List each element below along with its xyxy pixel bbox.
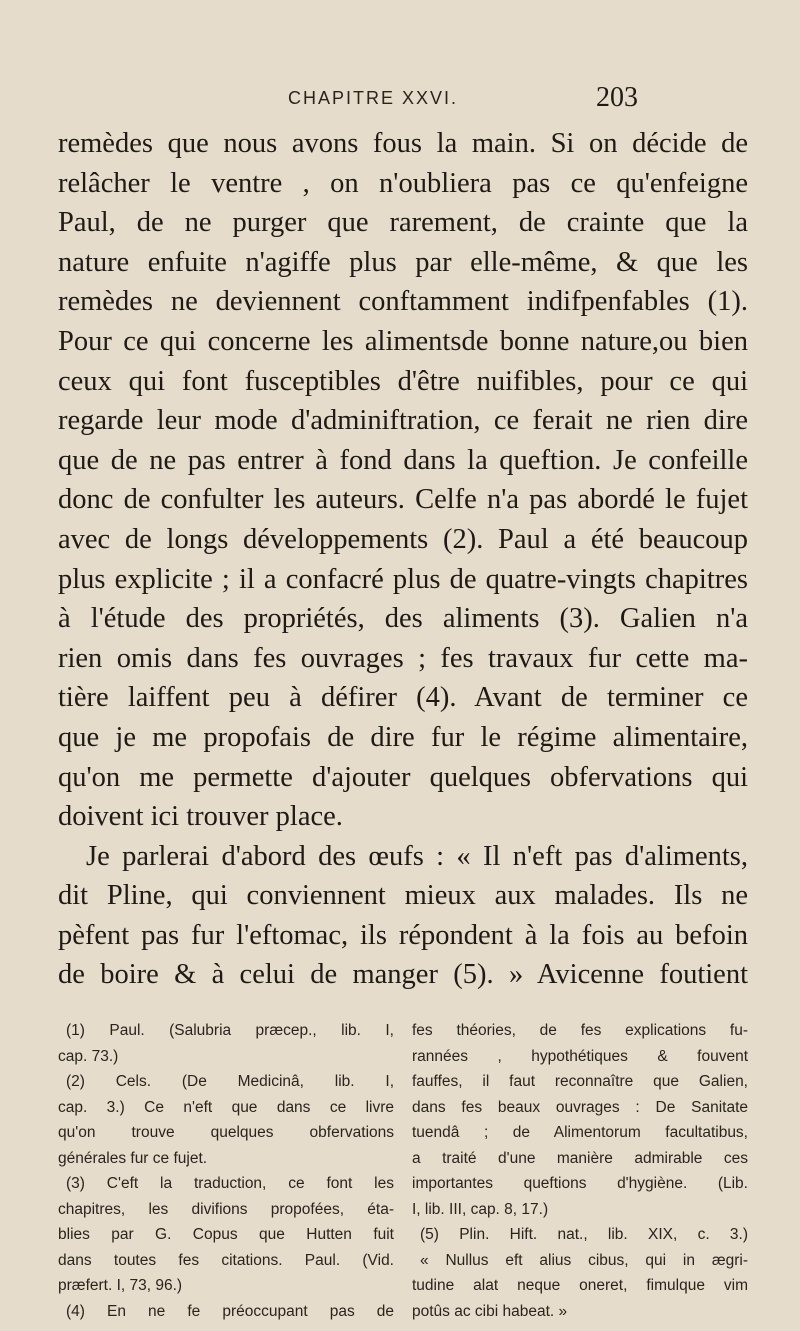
text-line: doivent ici trouver place. (58, 801, 343, 833)
footnote-line: (2) Cels. (De Medicinâ, lib. I, (66, 1073, 394, 1090)
footnote-line: (4) En ne fe préoccupant pas de (66, 1302, 394, 1320)
footnote-line: præfert. I, 73, 96.) (58, 1277, 183, 1294)
text-line: qu'on me permette d'ajouter quelques obfervations qui (58, 761, 748, 793)
footnote-line: blies par G. Copus que Hutten fuit (58, 1226, 394, 1243)
footnotes-right-column (412, 1018, 748, 1324)
text-line: remèdes ne deviennent conftamment indifpenfables (1). (58, 286, 748, 318)
running-header (0, 82, 800, 118)
text-line: de boire & à celui de manger (5). » Avicenne foutient (58, 959, 748, 991)
footnote-line: tuendâ ; de Alimentorum facultatibus, (412, 1124, 748, 1141)
text-line: Paul, de ne purger que rarement, de crainte que la (58, 207, 748, 239)
footnote-line: dans fes beaux ouvrages : De Sanitate (412, 1098, 748, 1116)
footnote-line: rannées , hypothétiques & fouvent (412, 1047, 748, 1065)
text-line: à l'étude des propriétés, des aliments (3). Galien n'a (58, 603, 748, 635)
footnote-line: fes théories, de fes explications fu- (412, 1022, 748, 1039)
text-line: regarde leur mode d'adminiftration, ce ferait ne rien dire (58, 405, 748, 437)
footnote-line: qu'on trouve quelques obfervations (58, 1124, 394, 1141)
text-line: remèdes que nous avons fous la main. Si on décide de (58, 128, 748, 159)
footnote-line: chapitres, les divifions propofées, éta- (58, 1200, 394, 1218)
text-line: pèfent pas fur l'eftomac, ils répondent à la fois au befoin (58, 919, 748, 951)
text-line: que je me propofais de dire fur le régime alimentaire, (58, 721, 748, 753)
footnote-line: générales fur ce fujet. (58, 1149, 208, 1167)
text-line: dit Pline, qui conviennent mieux aux malades. Ils ne (58, 880, 748, 912)
footnote-line: dans toutes fes citations. Paul. (Vid. (58, 1251, 394, 1269)
footnote-line: importantes queftions d'hygiène. (Lib. (412, 1175, 748, 1192)
text-line: que de ne pas entrer à fond dans la queftion. Je confeille (58, 444, 748, 476)
footnote-line: (1) Paul. (Salubria præcep., lib. I, (66, 1022, 394, 1039)
footnote-line: cap. 3.) Ce n'eft que dans ce livre (58, 1098, 394, 1116)
main-text (58, 124, 748, 995)
footnote-line: potûs ac cibi habeat. » (412, 1302, 568, 1320)
text-line: ceux qui font fusceptibles d'être nuifibles, pour ce qui (58, 365, 748, 397)
footnote-line: a traité d'une manière admirable ces (412, 1149, 748, 1167)
text-line: Pour ce qui concerne les alimentsde bonne nature,ou bien (58, 325, 748, 357)
text-line: avec de longs développements (2). Paul a été beaucoup (58, 523, 748, 555)
footnote-line: (3) C'eft la traduction, ce font les (66, 1175, 394, 1192)
text-line: plus explicite ; il a confacré plus de quatre-vingts chapitres (58, 563, 748, 595)
footnote-line: fauffes, il faut reconnaître que Galien, (412, 1073, 748, 1090)
footnote-line: « Nullus eft alius cibus, qui in ægri- (420, 1251, 748, 1269)
text-line: donc de confulter les auteurs. Celfe n'a pas abordé le fujet (58, 484, 748, 516)
text-line: relâcher le ventre , on n'oubliera pas ce qu'enfeigne (58, 167, 748, 199)
footnotes-left-column (58, 1018, 394, 1324)
chapter-title: CHAPITRE XXVI. (288, 88, 459, 108)
footnote-line: I, lib. III, cap. 8, 17.) (412, 1200, 549, 1218)
text-line: tière laiffent peu à défirer (4). Avant de terminer ce (58, 682, 748, 714)
footnote-line: tudine alat neque oneret, fimulque vim (412, 1277, 748, 1294)
page-number: 203 (596, 82, 638, 113)
text-line: rien omis dans fes ouvrages ; fes travaux fur cette ma- (58, 642, 748, 674)
text-line: Je parlerai d'abord des œufs : « Il n'eft pas d'aliments, (86, 840, 748, 872)
footnote-line: cap. 73.) (58, 1047, 119, 1065)
text-line: nature enfuite n'agiffe plus par elle-même, & que les (58, 246, 748, 278)
footnote-line: (5) Plin. Hift. nat., lib. XIX, c. 3.) (420, 1226, 748, 1243)
